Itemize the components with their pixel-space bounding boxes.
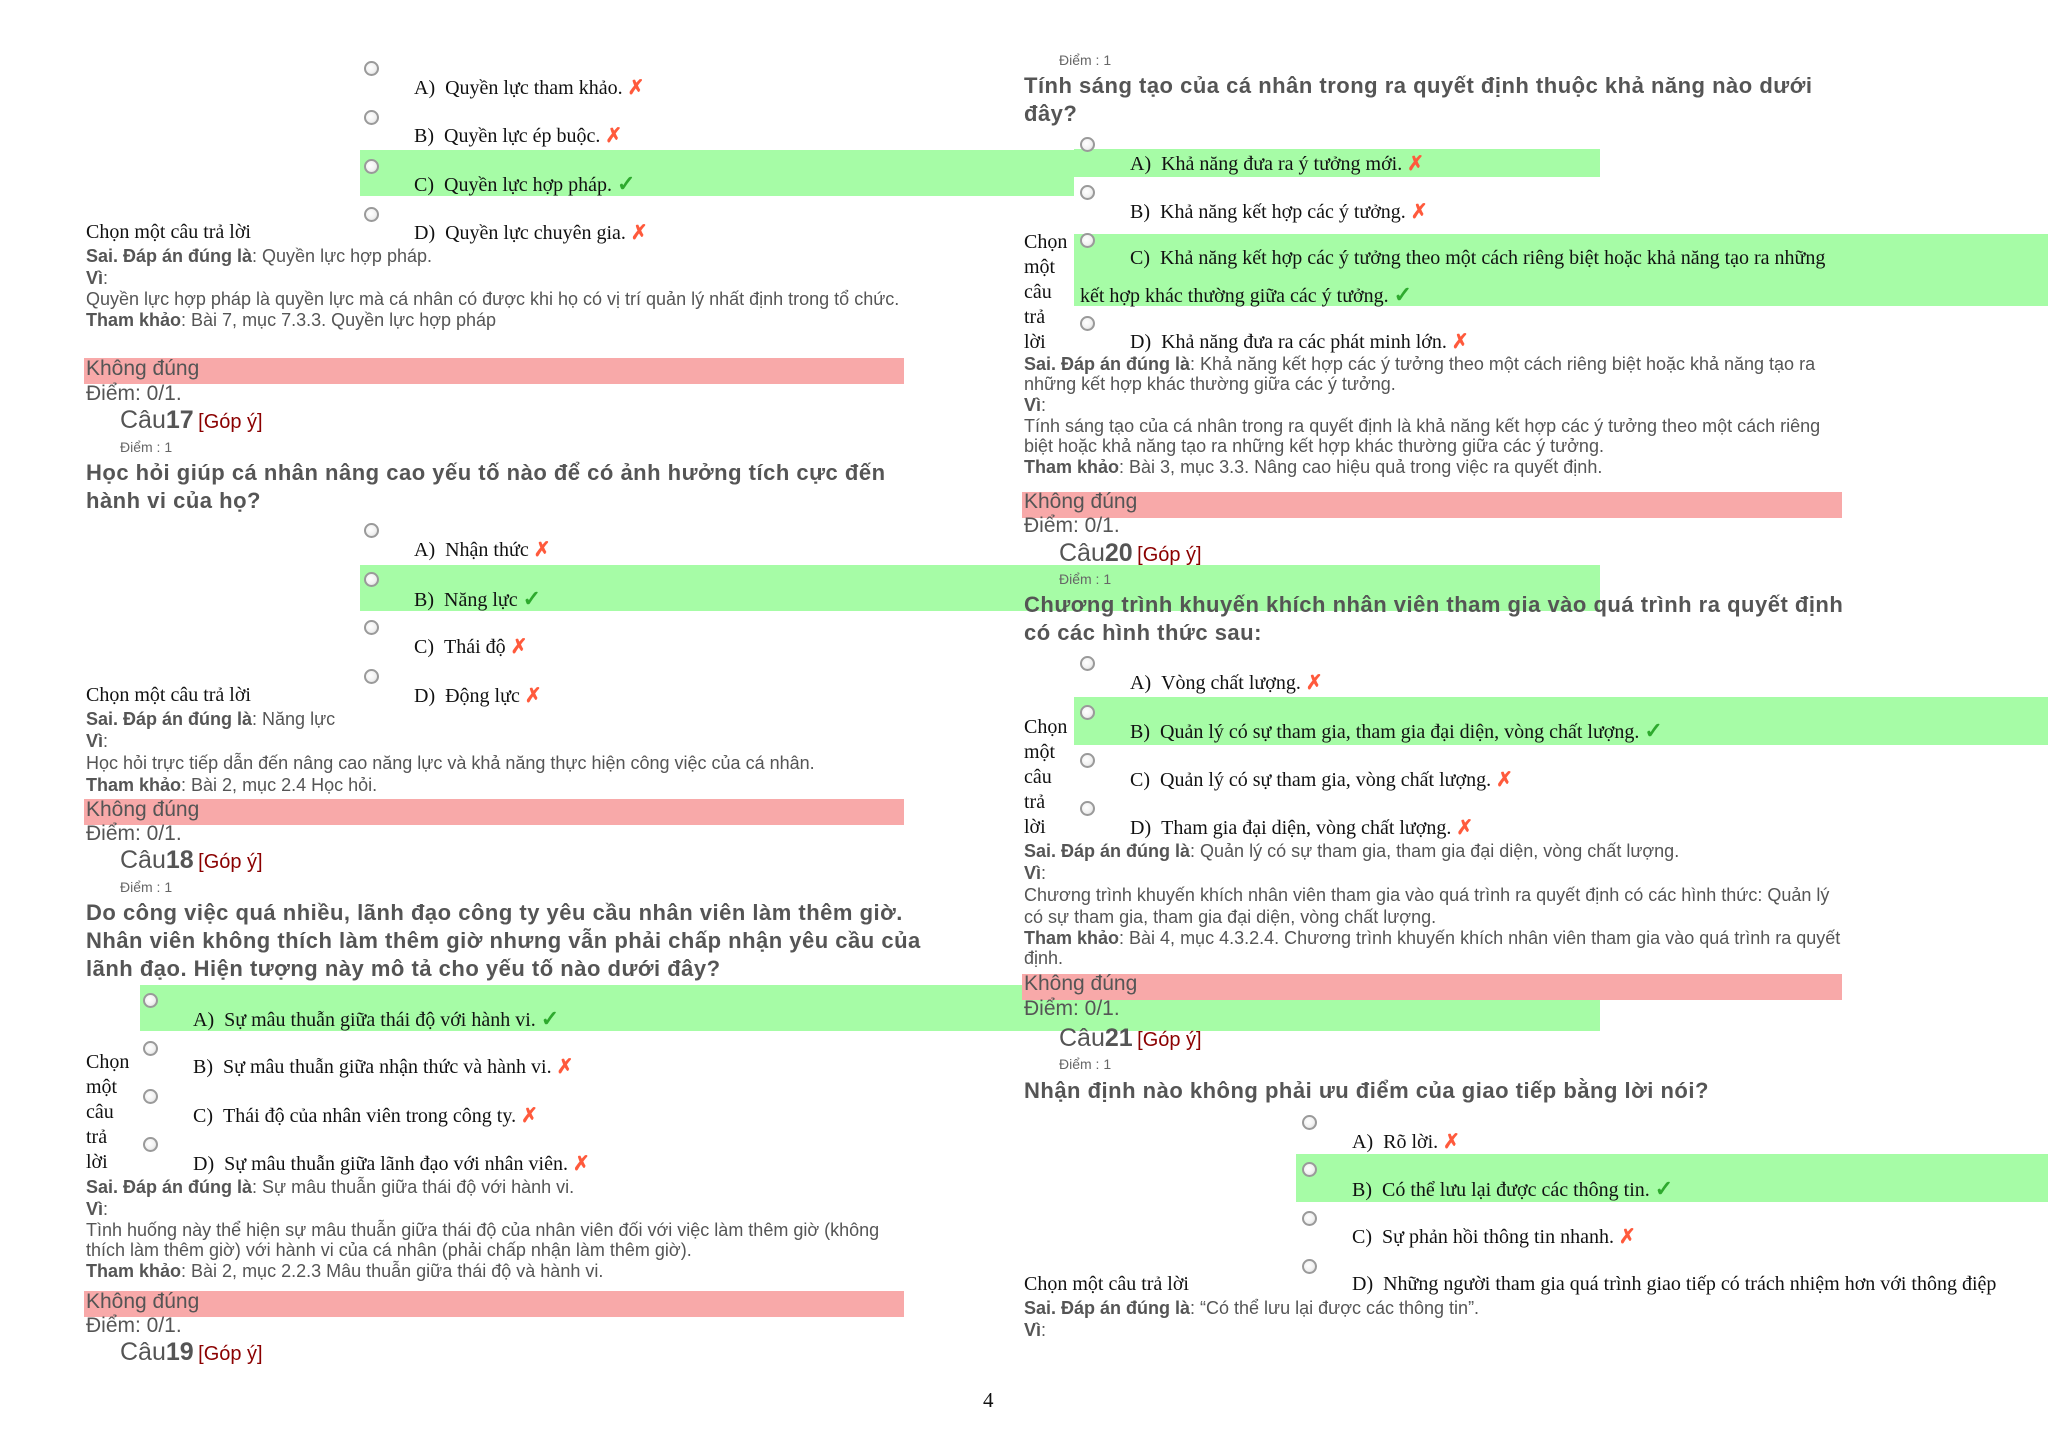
incorrect-bar — [1022, 492, 1842, 518]
radio-b[interactable] — [1302, 1162, 1317, 1177]
option-d: D) Những người tham gia quá trình giao tiếp có trách nhiệm hơn với thông điệp — [1352, 1273, 1997, 1295]
radio-b[interactable] — [1080, 185, 1095, 200]
feedback-link[interactable]: [Góp ý] — [1137, 544, 1202, 566]
question-title: Tính sáng tạo của cá nhân trong ra quyết định thuộc khả năng nào dưới đây? — [1024, 73, 1813, 126]
choose-prompt: Chọn một câu trả lời — [1024, 1273, 1189, 1295]
radio-c[interactable] — [1302, 1211, 1317, 1226]
page-number: 4 — [983, 1388, 994, 1412]
cross-icon: ✗ — [524, 685, 542, 707]
status-text: Không đúng — [86, 357, 200, 380]
feedback: Sai. Đáp án đúng là: Quyền lực hợp pháp. Vì: Quyền lực hợp pháp là quyền lực mà cá nhân có được khi họ có vị trí quản lý nhất định trong tổ chức. Tham khảo: Bài 7, mục 7.3.3. Quyền lực hợp pháp — [86, 246, 900, 330]
option-b: B) Quyền lực ép buộc. ✗ — [414, 125, 623, 147]
radio-a[interactable] — [1302, 1115, 1317, 1130]
cross-icon: ✗ — [533, 539, 551, 561]
choose-prompt: Chọn một câu trả lời — [86, 684, 251, 706]
option-b: B) Sự mâu thuẫn giữa nhận thức và hành vi. ✗ — [193, 1056, 574, 1078]
cross-icon: ✗ — [1496, 769, 1513, 791]
feedback: Sai. Đáp án đúng là: Năng lực Vì: Học hỏi trực tiếp dẫn đến nâng cao năng lực và khả năng thực hiện công việc của cá nhân. Tham khảo: Bài 2, mục 2.4 Học hỏi. — [86, 709, 815, 795]
incorrect-bar — [84, 1291, 904, 1317]
feedback-link[interactable]: [Góp ý] — [198, 851, 263, 873]
question-title: Nhận định nào không phải ưu điểm của giao tiếp bằng lời nói? — [1024, 1078, 1709, 1103]
option-c: C) Khả năng kết hợp các ý tưởng theo một cách riêng biệt hoặc khả năng tạo ra những — [1130, 247, 1826, 269]
option-a: A) Quyền lực tham khảo. ✗ — [414, 77, 645, 99]
radio-a[interactable] — [1080, 137, 1095, 152]
radio-b[interactable] — [364, 572, 379, 587]
points: Điểm : 1 — [1059, 571, 1112, 587]
option-d: D) Động lực ✗ — [414, 685, 542, 707]
choose-prompt: Chọn một câu trả lời — [1024, 716, 1068, 838]
check-icon: ✓ — [1644, 718, 1663, 743]
question-header: Câu17 [Góp ý] — [120, 406, 263, 434]
score: Điểm: 0/1. — [86, 1314, 182, 1337]
question-header: Câu18 [Góp ý] — [120, 846, 263, 874]
option-d: D) Khả năng đưa ra các phát minh lớn. ✗ — [1130, 331, 1469, 353]
radio-d[interactable] — [1302, 1259, 1317, 1274]
radio-c[interactable] — [1080, 233, 1095, 248]
status-text: Không đúng — [86, 1290, 200, 1313]
cross-icon: ✗ — [1410, 201, 1428, 223]
cross-icon: ✗ — [556, 1056, 574, 1078]
radio-d[interactable] — [364, 207, 379, 222]
score: Điểm: 0/1. — [1024, 514, 1120, 537]
radio-b[interactable] — [143, 1041, 158, 1056]
cross-icon: ✗ — [1451, 331, 1469, 353]
score: Điểm: 0/1. — [86, 822, 182, 845]
radio-a[interactable] — [1080, 656, 1095, 671]
option-b: B) Khả năng kết hợp các ý tưởng. ✗ — [1130, 201, 1428, 223]
option-b: B) Có thể lưu lại được các thông tin. ✓ — [1352, 1176, 1674, 1201]
check-icon: ✓ — [522, 586, 542, 611]
radio-c[interactable] — [364, 620, 379, 635]
score: Điểm: 0/1. — [1024, 997, 1120, 1020]
check-icon: ✓ — [1654, 1176, 1674, 1201]
cross-icon: ✗ — [605, 125, 623, 147]
option-a: A) Vòng chất lượng. ✗ — [1130, 672, 1323, 694]
option-b: B) Quản lý có sự tham gia, tham gia đại diện, vòng chất lượng. ✓ — [1130, 718, 1663, 743]
cross-icon: ✗ — [1305, 672, 1323, 694]
cross-icon: ✗ — [572, 1153, 590, 1175]
radio-c[interactable] — [143, 1089, 158, 1104]
cross-icon: ✗ — [521, 1105, 538, 1127]
cross-icon: ✗ — [630, 222, 648, 244]
option-d: D) Sự mâu thuẫn giữa lãnh đạo với nhân viên. ✗ — [193, 1153, 590, 1175]
check-icon: ✓ — [540, 1006, 560, 1031]
question-title: Học hỏi giúp cá nhân nâng cao yếu tố nào để có ảnh hưởng tích cực đến hành vi của họ? — [86, 460, 886, 513]
feedback: Sai. Đáp án đúng là: Quản lý có sự tham gia, tham gia đại diện, vòng chất lượng. Vì: Chương trình khuyến khích nhân viên tham gia vào quá trình ra quyết định có các hình thức: Quản lý có sự tham gia, tham gia đại diện, vòng chất lượng. Tham khảo: Bài 4, mục 4.3.2.4. Chương trình khuyến khích nhân viên tham gia vào quá trình ra quyết định. — [1024, 841, 1841, 968]
option-a: A) Sự mâu thuẫn giữa thái độ với hành vi. ✓ — [193, 1006, 560, 1031]
option-d: D) Tham gia đại diện, vòng chất lượng. ✗ — [1130, 817, 1474, 839]
option-c: C) Quản lý có sự tham gia, vòng chất lượng. ✗ — [1130, 769, 1513, 791]
option-c: C) Thái độ của nhân viên trong công ty. ✗ — [193, 1105, 538, 1127]
points: Điểm : 1 — [1059, 52, 1112, 68]
question-title: Do công việc quá nhiều, lãnh đạo công ty yêu cầu nhân viên làm thêm giờ. Nhân viên không thích làm thêm giờ nhưng vẫn phải chấp nhận yêu cầu của lãnh đạo. Hiện tượng này mô tả cho yếu tố nào dưới đây? — [86, 900, 921, 981]
feedback-link[interactable]: [Góp ý] — [1137, 1029, 1202, 1051]
option-c: C) Quyền lực hợp pháp. ✓ — [414, 171, 636, 196]
option-b: B) Năng lực ✓ — [414, 586, 542, 611]
status-text: Không đúng — [1024, 490, 1138, 513]
radio-d[interactable] — [143, 1137, 158, 1152]
choose-prompt: Chọn một câu trả lời — [86, 221, 251, 243]
option-a: A) Khả năng đưa ra ý tưởng mới. ✗ — [1130, 153, 1424, 175]
option-d: D) Quyền lực chuyên gia. ✗ — [414, 222, 648, 244]
incorrect-bar — [84, 358, 904, 384]
question-header: Câu20 [Góp ý] — [1059, 539, 1202, 567]
incorrect-bar — [84, 799, 904, 825]
points: Điểm : 1 — [1059, 1056, 1112, 1072]
radio-b[interactable] — [364, 110, 379, 125]
option-c-continued: kết hợp khác thường giữa các ý tưởng. ✓ — [1080, 282, 1413, 307]
radio-c[interactable] — [1080, 753, 1095, 768]
option-c: C) Thái độ ✗ — [414, 636, 528, 658]
radio-d[interactable] — [1080, 316, 1095, 331]
status-text: Không đúng — [86, 798, 200, 821]
radio-a[interactable] — [143, 993, 158, 1008]
feedback: Sai. Đáp án đúng là: Khả năng kết hợp các ý tưởng theo một cách riêng biệt hoặc khả năng tạo ra những kết hợp khác thường giữa các ý tưởng. Vì: Tính sáng tạo của cá nhân trong ra quyết định là khả năng kết hợp các ý tưởng theo một cách riêng biệt hoặc khả năng tạo ra những kết hợp khác thường giữa các ý tưởng. Tham khảo: Bài 3, mục 3.3. Nâng cao hiệu quả trong việc ra quyết định. — [1024, 354, 1821, 477]
feedback: Sai. Đáp án đúng là: “Có thể lưu lại được các thông tin”. Vì: — [1024, 1298, 1480, 1340]
cross-icon: ✗ — [1407, 153, 1424, 175]
radio-d[interactable] — [364, 669, 379, 684]
question-title: Chương trình khuyến khích nhân viên tham gia vào quá trình ra quyết định có các hình thức sau: — [1024, 592, 1844, 645]
radio-b[interactable] — [1080, 705, 1095, 720]
cross-icon: ✗ — [1456, 817, 1474, 839]
cross-icon: ✗ — [627, 77, 645, 99]
radio-c[interactable] — [364, 159, 379, 174]
incorrect-bar — [1022, 974, 1842, 1000]
question-header: Câu19 [Góp ý] — [120, 1338, 263, 1366]
option-a: A) Rõ lời. ✗ — [1352, 1131, 1460, 1153]
question-header: Câu21 [Góp ý] — [1059, 1024, 1202, 1052]
option-c: C) Sự phản hồi thông tin nhanh. ✗ — [1352, 1226, 1636, 1248]
feedback-link[interactable]: [Góp ý] — [198, 411, 263, 433]
choose-prompt: Chọn một câu trả lời — [1024, 231, 1068, 353]
feedback: Sai. Đáp án đúng là: Sự mâu thuẫn giữa thái độ với hành vi. Vì: Tình huống này thể hiện sự mâu thuẫn giữa thái độ của nhân viên đối với việc làm thêm giờ (không thích làm thêm giờ) với hành vi của cá nhân (phải chấp nhận làm thêm giờ). Tham khảo: Bài 2, mục 2.2.3 Mâu thuẫn giữa thái độ và hành vi. — [86, 1177, 880, 1281]
check-icon: ✓ — [1393, 282, 1413, 307]
radio-a[interactable] — [364, 523, 379, 538]
radio-a[interactable] — [364, 61, 379, 76]
cross-icon: ✗ — [1618, 1226, 1636, 1248]
feedback-link[interactable]: [Góp ý] — [198, 1343, 263, 1365]
points: Điểm : 1 — [120, 879, 173, 895]
cross-icon: ✗ — [1443, 1131, 1460, 1153]
check-icon: ✓ — [617, 171, 636, 196]
status-text: Không đúng — [1024, 972, 1138, 995]
points: Điểm : 1 — [120, 439, 173, 455]
option-a: A) Nhận thức ✗ — [414, 539, 551, 561]
cross-icon: ✗ — [510, 636, 528, 658]
score: Điểm: 0/1. — [86, 382, 182, 405]
radio-d[interactable] — [1080, 801, 1095, 816]
choose-prompt: Chọn một câu trả lời — [86, 1051, 130, 1173]
